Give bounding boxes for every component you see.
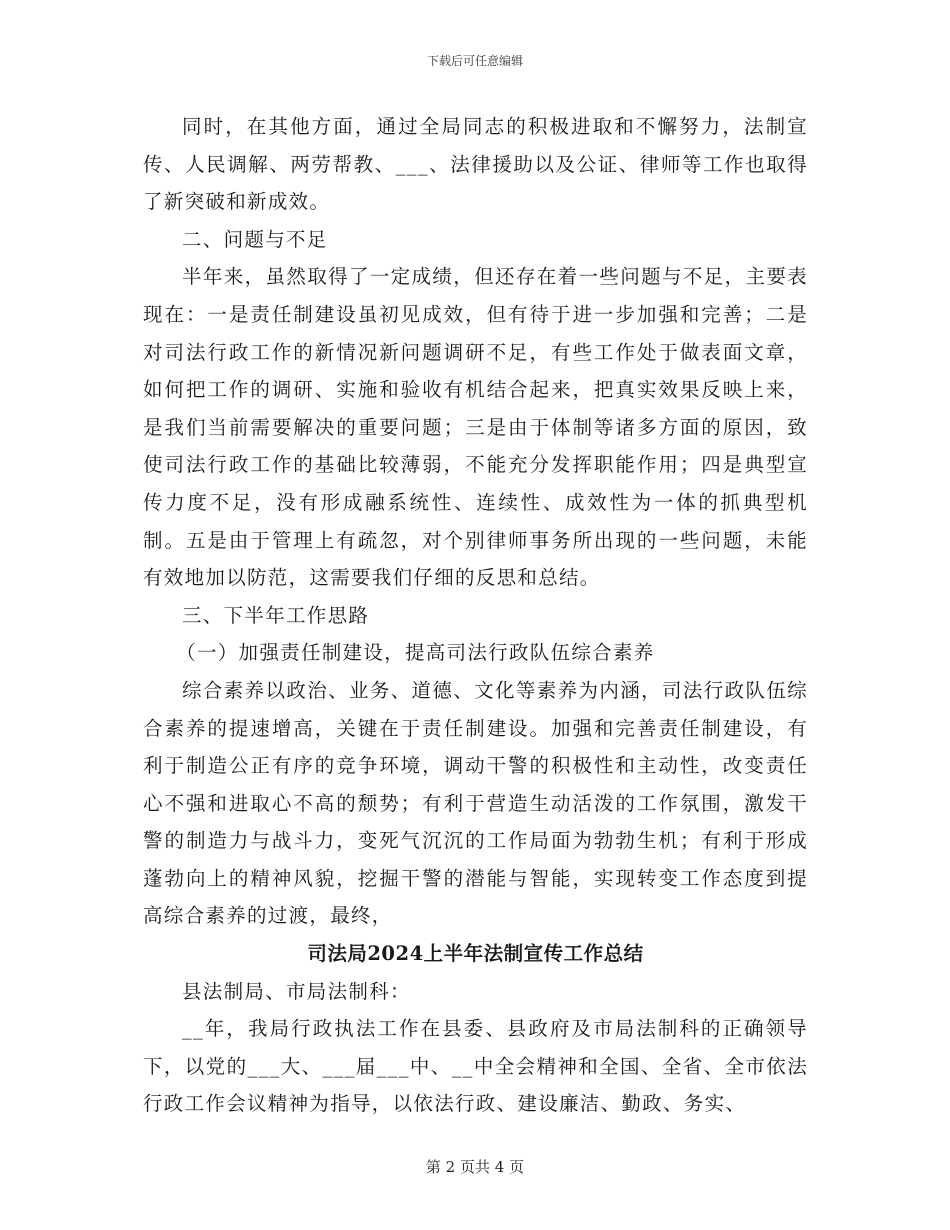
paragraph-enforcement: __年，我局行政执法工作在县委、县政府及市局法制科的正确领导下，以党的___大、___届___中、__中全会精神和全国、全省、全市依法行政工作会议精神为指导，以依法行政、建设廉洁、勤政、务实、 <box>143 1017 808 1116</box>
paragraph-problems: 半年来，虽然取得了一定成绩，但还存在着一些问题与不足，主要表现在：一是责任制建设虽初见成效，但有待于进一步加强和完善；二是对司法行政工作的新情况新问题调研不足，有些工作处于做表面文章，如何把工作的调研、实施和验收有机结合起来，把真实效果反映上来，是我们当前需要解决的重要问题；三是由于体制等诸多方面的原因，致使司法行政工作的基础比较薄弱，不能充分发挥职能作用；四是典型宣传力度不足，没有形成融系统性、连续性、成效性为一体的抓典型机制。五是由于管理上有疏忽，对个别律师事务所出现的一些问题，未能有效地加以防范，这需要我们仔细的反思和总结。 <box>143 265 808 590</box>
subsection-heading-responsibility: （一）加强责任制建设，提高司法行政队伍综合素养 <box>176 641 655 665</box>
document-body <box>143 108 808 1123</box>
section-heading-problems: 二、问题与不足 <box>182 227 328 251</box>
page-number: 第 2 页共 4 页 <box>425 1158 525 1176</box>
salutation: 县法制局、市局法制科： <box>182 979 411 1003</box>
section-heading-plan: 三、下半年工作思路 <box>182 603 370 627</box>
paragraph-responsibility: 综合素养以政治、业务、道德、文化等素养为内涵，司法行政队伍综合素养的提速增高，关键在于责任制建设。加强和完善责任制建设，有利于制造公正有序的竞争环境，调动干警的积极性和主动性，改变责任心不强和进取心不高的颓势；有利于营造生动活泼的工作氛围，激发干警的制造力与战斗力，变死气沉沉的工作局面为勃勃生机；有利于形成蓬勃向上的精神风貌，挖掘干警的潜能与智能，实现转变工作态度到提高综合素养的过渡，最终， <box>143 678 808 928</box>
page-header-note: 下载后可任意编辑 <box>426 54 523 68</box>
document-title: 司法局2024上半年法制宣传工作总结 <box>307 942 644 966</box>
paragraph-achievements: 同时，在其他方面，通过全局同志的积极进取和不懈努力，法制宣传、人民调解、两劳帮教、___、法律援助以及公证、律师等工作也取得了新突破和新成效。 <box>143 115 808 214</box>
